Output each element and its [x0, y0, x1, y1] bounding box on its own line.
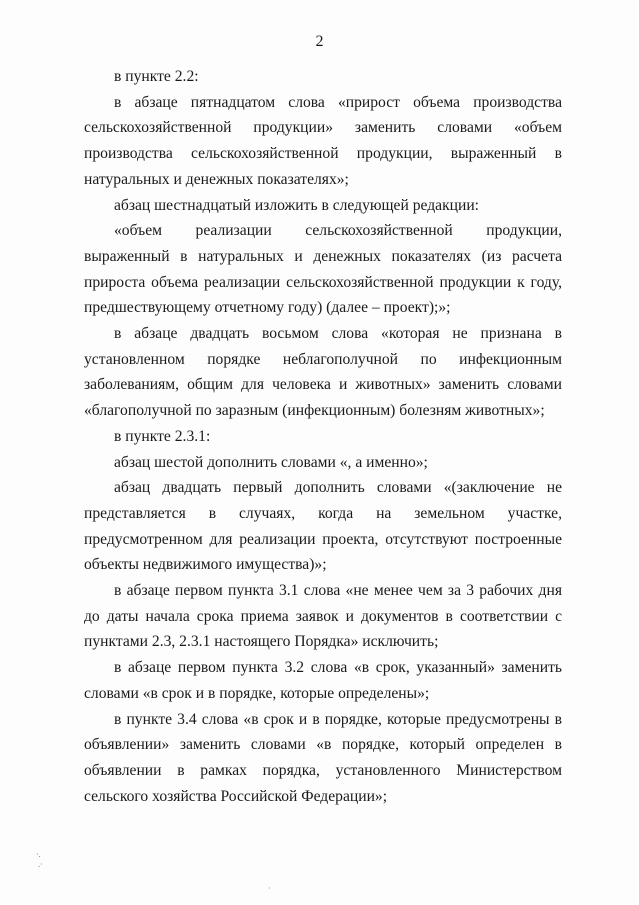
page-number: 2: [315, 33, 324, 50]
paragraph: в пункте 2.3.1:: [114, 427, 211, 445]
paragraph: в абзаце пятнадцатом слова «прирост объема производства сельскохозяйственной продукции» заменить словами «объем производства сельскохозяйственной продукции, выраженный в натуральных и денежных показателях»;: [84, 93, 562, 188]
paragraph: в абзаце первом пункта 3.2 слова «в срок, указанный» заменить словами «в срок и в порядке, которые определены»;: [84, 659, 562, 702]
paragraph: в абзаце двадцать восьмом слова «которая не признана в установленном порядке неблагополучной по инфекционным заболеваниям, общим для человека и животных» заменить словами «благополучной по заразным (инфекционным) болезням животных»;: [84, 325, 562, 420]
document-body: [84, 64, 562, 809]
scan-artifact: ·: [268, 884, 271, 893]
paragraph: абзац шестой дополнить словами «, а именно»;: [114, 453, 428, 471]
paragraph: в абзаце первом пункта 3.1 слова «не менее чем за 3 рабочих дня до даты начала срока приема заявок и документов в соответствии с пунктами 2.3, 2.3.1 настоящего Порядка» исключить;: [84, 582, 562, 651]
paragraph: абзац шестнадцатый изложить в следующей редакции:: [114, 196, 480, 214]
paragraph: в пункте 3.4 слова «в срок и в порядке, которые предусмотрены в объявлении» заменить словами «в порядке, который определен в объявлении в рамках порядка, установленного Министерством сельского хозяйства Российской Федерации»;: [84, 710, 562, 805]
paragraph: «объем реализации сельскохозяйственной продукции, выраженный в натуральных и денежных показателях (из расчета прироста объема реализации сельскохозяйственной продукции к году, предшествующему отчетному году) (далее – проект);»;: [84, 222, 562, 317]
scan-artifact: ·.: [36, 850, 41, 859]
scan-artifact: .·: [38, 860, 43, 869]
paragraph: абзац двадцать первый дополнить словами «(заключение не представляется в случаях, когда на земельном участке, предусмотренном для реализации проекта, отсутствуют построенные объекты недвижимого имущества)»;: [84, 479, 562, 574]
paragraph: в пункте 2.2:: [114, 68, 199, 85]
